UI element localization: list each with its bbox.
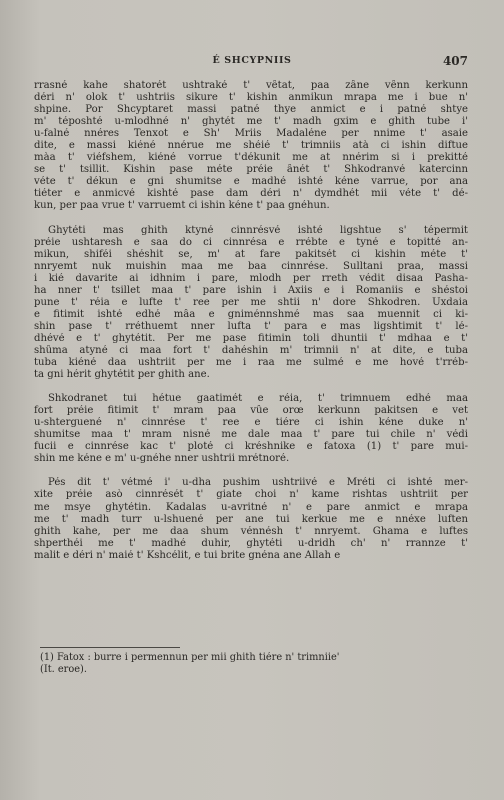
text-line: xite préie asò cinnrését t' giate choi n' kame rishtas ushtriit per	[34, 489, 468, 501]
text-line: u-falné nnéres Tenxot e Sh' Mriis Madaléne per nnime t' asaie	[34, 128, 468, 140]
footnote-line: (It. eroe).	[40, 664, 87, 675]
paragraph	[34, 477, 468, 561]
page-header	[0, 55, 504, 75]
text-line: nnryemt nuk muishin maa me baa cinnrése. Sulltani praa, massi	[34, 260, 468, 272]
text-line: déri n' olok t' ushtriis sikure t' kishin anmikun mrapa me i bue n'	[34, 92, 468, 104]
text-line: ha nner t' tsillet maa t' pare ishin i Axiis e i Romaniis e shéstoi	[34, 284, 468, 296]
text-line: Ghytéti mas ghith ktyné cinnrésvé ishté ligshtue s' tépermit	[48, 224, 468, 236]
text-line: se t' tsillit. Kishin pase méte préie ânét t' Shkodranvé katercinn	[34, 164, 468, 176]
text-line: ghith kahe, per me daa shum vénnésh t' nnryemt. Ghama e luftes	[34, 525, 468, 537]
footnote	[40, 652, 466, 676]
text-line: Pés dit t' vétmé i' u-dha pushim ushtriivé e Mréti ci ishté mer-	[48, 477, 468, 489]
body-text	[34, 80, 468, 574]
text-line: malit e déri n' maié t' Kshcélit, e tui brite gnéna ane Allah e	[34, 549, 341, 561]
paragraph	[34, 393, 468, 465]
text-line: shin me kéne e m' u-gnéhe nner ushtrii mrétnoré.	[34, 453, 290, 465]
footnote-rule	[40, 647, 180, 648]
text-line: shûma atyné ci maa fort t' dahéshin m' trimnii n' at dite, e tuba	[34, 344, 468, 356]
text-line: fucii e cinnrése kac t' ploté ci kréshnike e fatoxa (1) t' pare mui-	[34, 441, 468, 453]
running-title: É SHCYPNIIS	[212, 55, 292, 66]
text-line: shperthéi me t' madhé duhir, ghytéti u-dridh ch' n' rrannze t'	[34, 537, 468, 549]
text-line: shpine. Por Shcyptaret massi patné thye anmict e i patné shtye	[34, 104, 468, 116]
footnote-line: (1) Fatox : burre i permennun per mii ghith tiére n' trimniie'	[40, 652, 340, 663]
text-line: ta gni hérit ghytétit per ghith ane.	[34, 369, 210, 381]
text-line: i kié davarite ai idhnim i pare, mlodh per rreth védit disaa Pasha-	[34, 272, 468, 284]
paragraph	[34, 80, 468, 213]
text-line: e fitimit ishté edhé mâa e gniménnshmé mas saa muennit ci ki-	[34, 308, 468, 320]
text-line: shumitse maa t' mram nisné me dale maa t' pare tui chile n' védi	[34, 429, 468, 441]
page-number: 407	[442, 54, 468, 68]
text-line: mikun, shiféi shéshit se, m' at fare pakitsét ci kishin méte t'	[34, 248, 468, 260]
text-line: kun, per paa vrue t' varruemt ci ishin kéne t' paa gnéhun.	[34, 200, 330, 212]
text-line: Shkodranet tui hétue gaatimét e réia, t' trimnuem edhé maa	[48, 393, 468, 405]
text-line: me msye ghytétin. Kadalas u-avritné n' e pare anmict e mrapa	[34, 501, 468, 513]
text-line: tiéter e anmicvé kishté pase dam déri n' dymdhét mii véte t' dé-	[34, 188, 468, 200]
text-line: véte t' dékun e gni shumitse e madhé ishté kéne varrue, por ana	[34, 176, 468, 188]
text-line: pune t' réia e lufte t' ree per me shtii n' dore Shkodren. Uxdaia	[34, 296, 468, 308]
paragraph	[34, 225, 468, 382]
text-line: m' téposhté u-mlodhné n' ghytét me t' madh gxim e ghith tube i'	[34, 116, 468, 128]
text-line: u-shterguené n' cinnrése t' ree e tiére ci ishin kéne duke n'	[34, 417, 468, 429]
text-line: màa t' viéfshem, kiéné vorrue t'dékunit me at nnérim si i prekitté	[34, 152, 468, 164]
text-line: dite, e massi kiéné nnérue me shéié t' trimniis atà ci ishin diftue	[34, 140, 468, 152]
text-line: tuba kiéné daa ushtriit per me i raa me sulmé e me hové t'rréb-	[34, 357, 468, 369]
text-line: shin pase t' rréthuemt nner lufta t' para e mas ligshtimit t' lé-	[34, 320, 468, 332]
text-line: dhévé e t' ghytétit. Per me pase fitimin toli dhuntii t' mdhaa e t'	[34, 332, 468, 344]
text-line: rrasné kahe shatorét ushtraké t' vêtat, paa zâne vênn kerkunn	[34, 80, 468, 91]
text-line: préie ushtaresh e saa do ci cinnrésa e rrébte e tyné e topitté an-	[34, 236, 468, 248]
text-line: me t' madh turr u-lshuené per ane tui kerkue me e nnéxe luften	[34, 513, 468, 525]
text-line: fort préie fitimit t' mram paa vûe orœ kerkunn pakitsen e vet	[34, 405, 468, 417]
